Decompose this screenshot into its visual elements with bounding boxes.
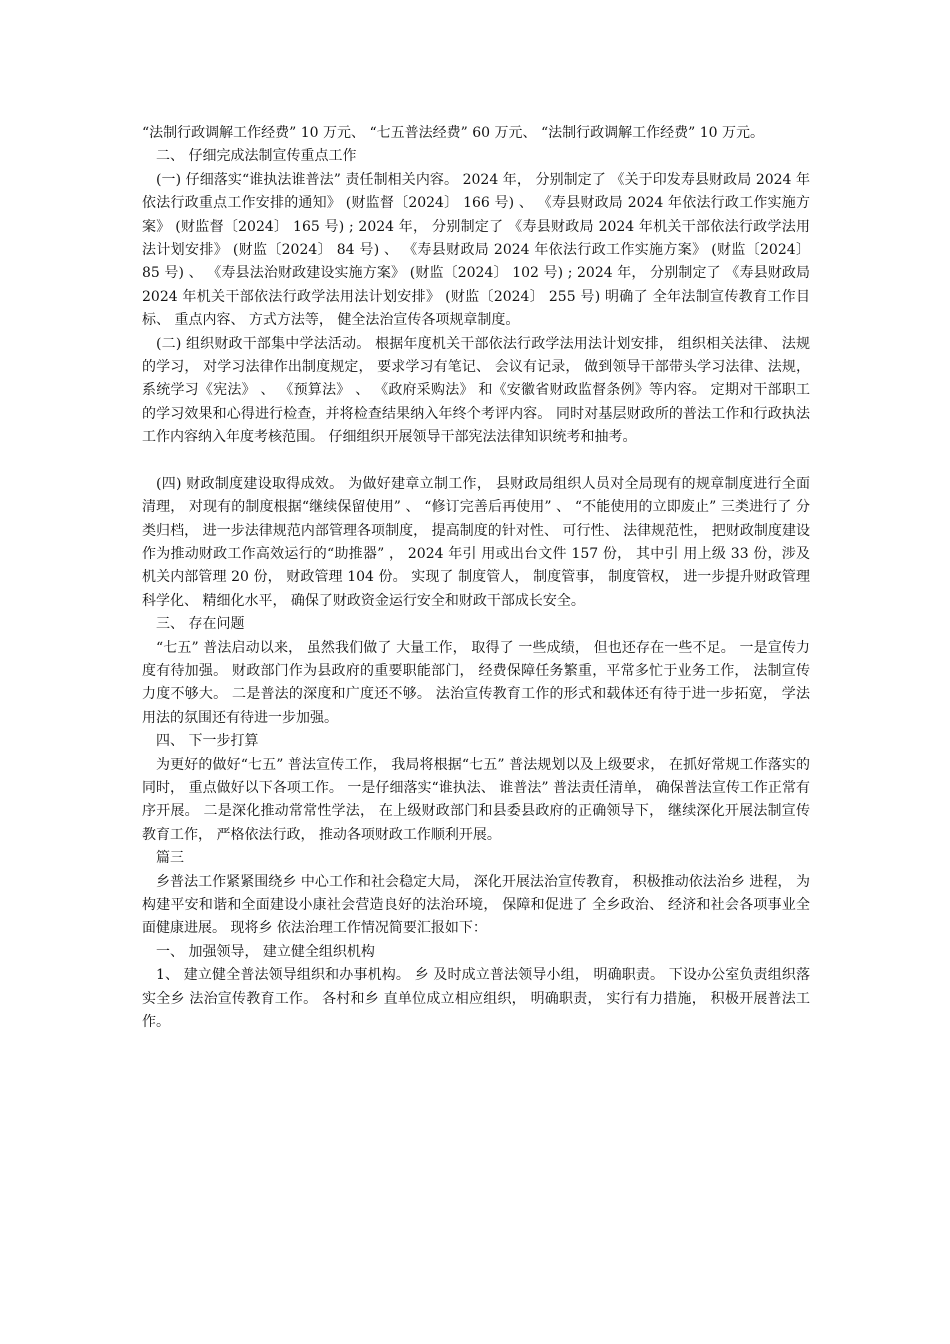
section-heading: 四、 下一步打算 bbox=[156, 733, 259, 750]
body-paragraph: (一) 仔细落实“谁执法谁普法” 责任制相关内容。 2024 年， 分别制定了 《关于印发寿县财政局 2024 年依法行政重点工作安排的通知》 (财监督〔2024〕 166 号) 、 《寿县财政局 2024 年依法行政工作实施方案》 (财监督〔2024〕 165 号) ; 2024 年， 分别制定了 《寿县财政局 2024 年机关干部依法行政学法用法计划安排》 (财监〔2024〕 84 号) 、 《寿县财政局 2024 年依法行政工作实施方案》 (财监〔2024〕85 号) 、 《寿县法治财政建设实施方案》 (财监〔2024〕 102 号) ; 2024 年， 分别制定了 《寿县财政局 2024 年机关干部依法行政学法用法计划安排》 (财监〔2024〕 255 号) 明确了 全年法制宣传教育工作目 标、 重点内容、 方式方法等， 健全法治宣传各项规章制度。 bbox=[142, 171, 810, 329]
body-paragraph: 乡普法工作紧紧围绕乡 中心工作和社会稳定大局， 深化开展法治宣传教育， 积极推动依法治乡 进程， 为构建平安和谐和全面建设小康社会营造良好的法治环境， 保障和促进了 全乡政治、 经济和社会各项事业全面健康进展。 现将乡 依法治理工作情况简要汇报如下： bbox=[142, 873, 810, 937]
body-paragraph: (四) 财政制度建设取得成效。 为做好建章立制工作， 县财政局组织人员对全局现有的规章制度进行全面清理， 对现有的制度根据“继续保留使用” 、 “修订完善后再使用” 、 “不能使用的立即废止” 三类进行了 分类归档， 进一步法律规范内部管理各项制度， 提高制度的针对性、 可行性、 法律规范性， 把财政制度建设作为推动财政工作高效运行的“助推器” ， 2024 年引 用或出台文件 157 份， 其中引 用上级 33 份，涉及机关内部管理 20 份， 财政管理 104 份。 实现了 制度管人， 制度管事， 制度管权， 进一步提升财政管理科学化、 精细化水平， 确保了财政资金运行安全和财政干部成长安全。 bbox=[142, 475, 810, 609]
section-heading: 二、 仔细完成法制宣传重点工作 bbox=[156, 148, 357, 165]
paragraph-gap bbox=[142, 450, 810, 473]
body-paragraph: “七五” 普法启动以来， 虽然我们做了 大量工作， 取得了 一些成绩， 但也还存在一些不足。 一是宣传力度有待加强。 财政部门作为县政府的重要职能部门， 经费保障任务繁重，平常多忙于业务工作， 法制宣传力度不够大。 二是普法的深度和广度还不够。 法治宣传教育工作的形式和载体还有待于进一步拓宽， 学法用法的氛围还有待进一步加强。 bbox=[142, 639, 810, 726]
document-page bbox=[142, 122, 810, 1034]
body-paragraph: 为更好的做好“七五” 普法宣传工作， 我局将根据“七五” 普法规划以及上级要求， 在抓好常规工作落实的同时， 重点做好以下各项工作。 一是仔细落实“谁执法、 谁普法” 普法责任清单， 确保普法宣传工作正常有序开展。 二是深化推动常常性学法， 在上级财政部门和县委县政府的正确领导下， 继续深化开展法制宣传教育工作， 严格依法行政， 推动各项财政工作顺利开展。 bbox=[142, 756, 810, 843]
body-paragraph: 1、 建立健全普法领导组织和办事机构。 乡 及时成立普法领导小组， 明确职责。 下设办公室负责组织落实全乡 法治宣传教育工作。 各村和乡 直单位成立相应组织， 明确职责， 实行有力措施， 积极开展普法工作。 bbox=[142, 967, 810, 1031]
section-heading: 一、 加强领导， 建立健全组织机构 bbox=[156, 943, 375, 960]
body-paragraph: “法制行政调解工作经费” 10 万元、 “七五普法经费” 60 万元、 “法制行政调解工作经费” 10 万元。 bbox=[142, 125, 764, 141]
section-heading: 篇三 bbox=[156, 850, 184, 867]
body-paragraph: (二) 组织财政干部集中学法活动。 根据年度机关干部依法行政学法用法计划安排， 组织相关法律、 法规的学习， 对学习法律作出制度规定， 要求学习有笔记、 会议有记录， 做到领导干部带头学习法律、法规， 系统学习《宪法》 、 《预算法》 、 《政府采购法》 和《安徽省财政监督条例》等内容。 定期对干部职工的学习效果和心得进行检查，并将检查结果纳入年终个考评内容。 同时对基层财政所的普法工作和行政执法工作内容纳入年度考核范围。 仔细组织开展领导干部宪法法律知识统考和抽考。 bbox=[142, 335, 810, 446]
section-heading: 三、 存在问题 bbox=[156, 616, 245, 633]
